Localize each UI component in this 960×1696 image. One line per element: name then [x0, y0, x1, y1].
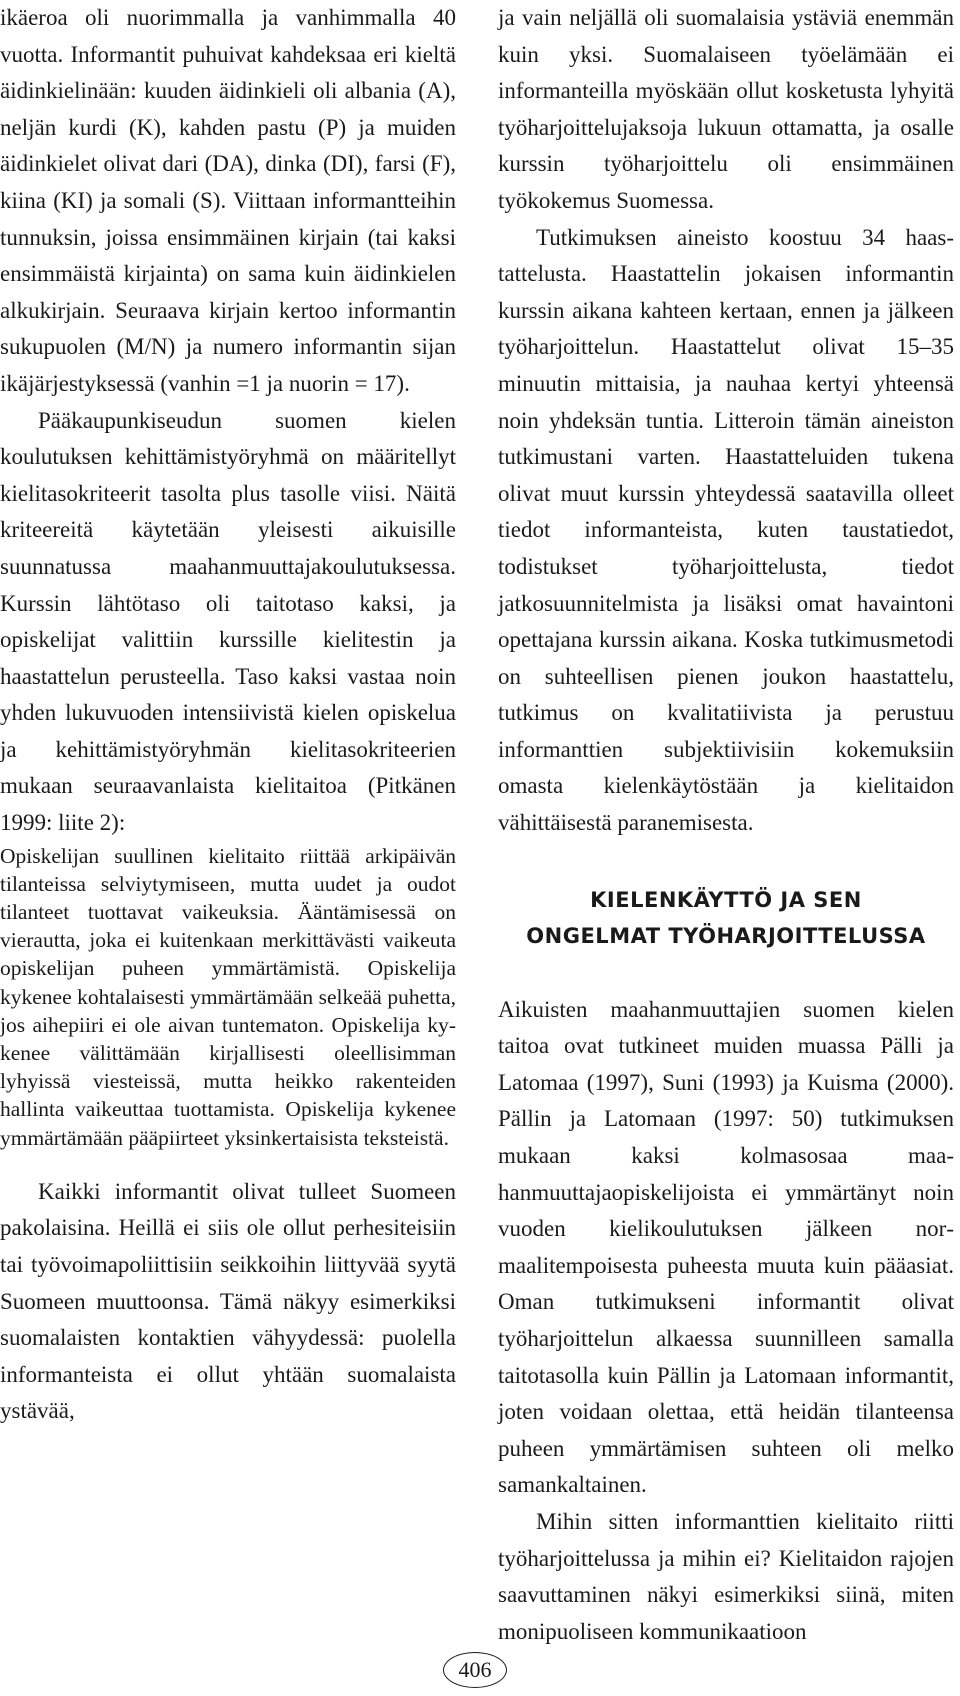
- section-heading: [498, 882, 954, 954]
- section-heading-line-2: ONGELMAT TYÖHARJOITTELUSSA: [526, 923, 926, 948]
- paragraph-informants: ikäeroa oli nuorimmalla ja vanhimmalla 40 vuotta. Informantit puhuivat kahdeksaa eri kieltä äidinkielinään: kuuden äidinkieli oli albania (A), neljän kurdi (K), kahden pastu (P) ja muiden äidinkielet olivat dari (DA), dinka (DI), farsi (F), kiina (KI) ja somali (S). Viittaan informantteihin tunnuksin, joissa ensimmäinen kirjain (tai kaksi ensimmäistä kirjainta) on sama kuin äidinkielen alkukirjain. Seuraava kirjain kertoo informantin sukupuolen (M/N) ja numero informantin sijan ikäjärjestyksessä (vanhin =1 ja nuorin = 17).: [0, 5, 456, 396]
- section-heading-line-1: KIELENKÄYTTÖ JA SEN: [590, 887, 862, 912]
- page-number-badge: [443, 1652, 507, 1688]
- page-number: 406: [458, 1657, 492, 1682]
- paragraph-language-limits: Mihin sitten informanttien kielitaito riitti työharjoittelussa ja mihin ei? Kielitaidon rajojen saavuttaminen näkyi esimerkiksi siinä, miten monipuoliseen kommunikaatioon: [498, 1508, 954, 1644]
- block-quote-skill-level: Opiskelijan suullinen kielitaito riittää arkipäivän tilanteissa selviytymiseen, mutta uudet ja oudot tilanteet tuottavat vaikeuksia. Ääntämisessä on vierautta, joka ei kuitenkaan merkittävästi vaikeuta opiskelijan puheen ymmärtämistä. Opiskelija kykenee kohtalaisesti ymmärtämään selkeää puhetta, jos aihepiiri ei ole aivan tuntematon. Opiskelija kykenee välittämään kirjallisesti oleellisimman lyhyissä viesteissä, mutta heikko rakenteiden hallinta vaikeuttaa tuottamista. Opiskelija kykenee ymmärtämään pääpiirteet yksinkertaisista teksteistä.: [0, 843, 456, 1150]
- paragraph-finnish-contacts: ja vain neljällä oli suomalaisia ystäviä enemmän kuin yksi. Suomalaiseen työelämään ei informanteilla myöskään ollut kosketusta lyhyitä työharjoittelujaksoja lukuun ottamatta, ja osalle kurssin työharjoittelu oli ensimmäinen työkokemus Suomessa.: [498, 5, 954, 213]
- paragraph-previous-research: Aikuisten maahanmuuttajien suomen kielen taitoa ovat tutkineet muiden muassa Pälli ja Latomaa (1997), Suni (1993) ja Kuisma (2000). Pällin ja Latomaan (1997: 50) tutkimuksen mukaan kaksi kolmasosaa maahanmuuttajaopiskelijoista ei ymmärtänyt noin vuoden kielikoulutuksen jälkeen normaalitempoisesta puheesta muuta kuin pääasiat. Oman tutkimukseni informantit olivat työharjoittelun alkaessa suunnilleen samalla taitotasolla kuin Pällin ja Latomaan informantit, joten voidaan olettaa, että heidän tilanteensa puheen ymmärtämisen suhteen oli melko samankaltainen.: [498, 996, 954, 1498]
- right-column: [498, 0, 954, 1650]
- paragraph-research-material: Tutkimuksen aineisto koostuu 34 haastattelusta. Haastattelin jokaisen informantin kurssin aikana kahteen kertaan, ennen ja jälkeen työharjoittelun. Haastattelut olivat 15–35 minuutin mittaisia, ja nauhaa kertyi yhteensä noin yhdeksän tuntia. Litteroin tämän aineiston tutkimustani varten. Haastatteluiden tukena olivat muut kurssin yhteydessä saatavilla olleet tiedot informanteista, kuten taustatiedot, todistukset työharjoittelusta, tiedot jatkosuunnitelmista ja lisäksi omat havaintoni opettajana kurssin aikana. Koska tutkimusmetodi on suhteellisen pienen joukon haastattelu, tutkimus on kvalitatiivista ja perustuu informanttien subjektiivisiin kokemuksiin omasta kielenkäytöstään ja kielitaidon vähittäisestä paranemisesta.: [498, 224, 954, 836]
- paragraph-refugees: Kaikki informantit olivat tulleet Suomeen pakolaisina. Heillä ei siis ole ollut perhesiteisiin tai työvoimapoliittisiin seikkoihin liittyvää syytä Suomeen muuttoonsa. Tämä näkyy esimerkiksi suomalaisten kontaktien vähyydessä: puolella informanteista ei ollut yhtään suomalaista ystävää,: [0, 1178, 456, 1424]
- left-column: [0, 0, 456, 1430]
- paragraph-language-criteria: Pääkaupunkiseudun suomen kielen koulutuksen kehittämistyöryhmä on määritellyt kielitasokriteerit tasolta plus tasolle viisi. Näitä kriteereitä käytetään yleisesti aikuisille suunnatussa maahanmuuttajakoulutuksessa. Kurssin lähtötaso oli taitotaso kaksi, ja opiskelijat valittiin kurssille kielitestin ja haastattelun perusteella. Taso kaksi vastaa noin yhden lukuvuoden intensiivistä kielen opiskelua ja kehittämistyöryhmän kielitasokriteerien mukaan seuraavanlaista kielitaitoa (Pitkänen 1999: liite 2):: [0, 407, 456, 836]
